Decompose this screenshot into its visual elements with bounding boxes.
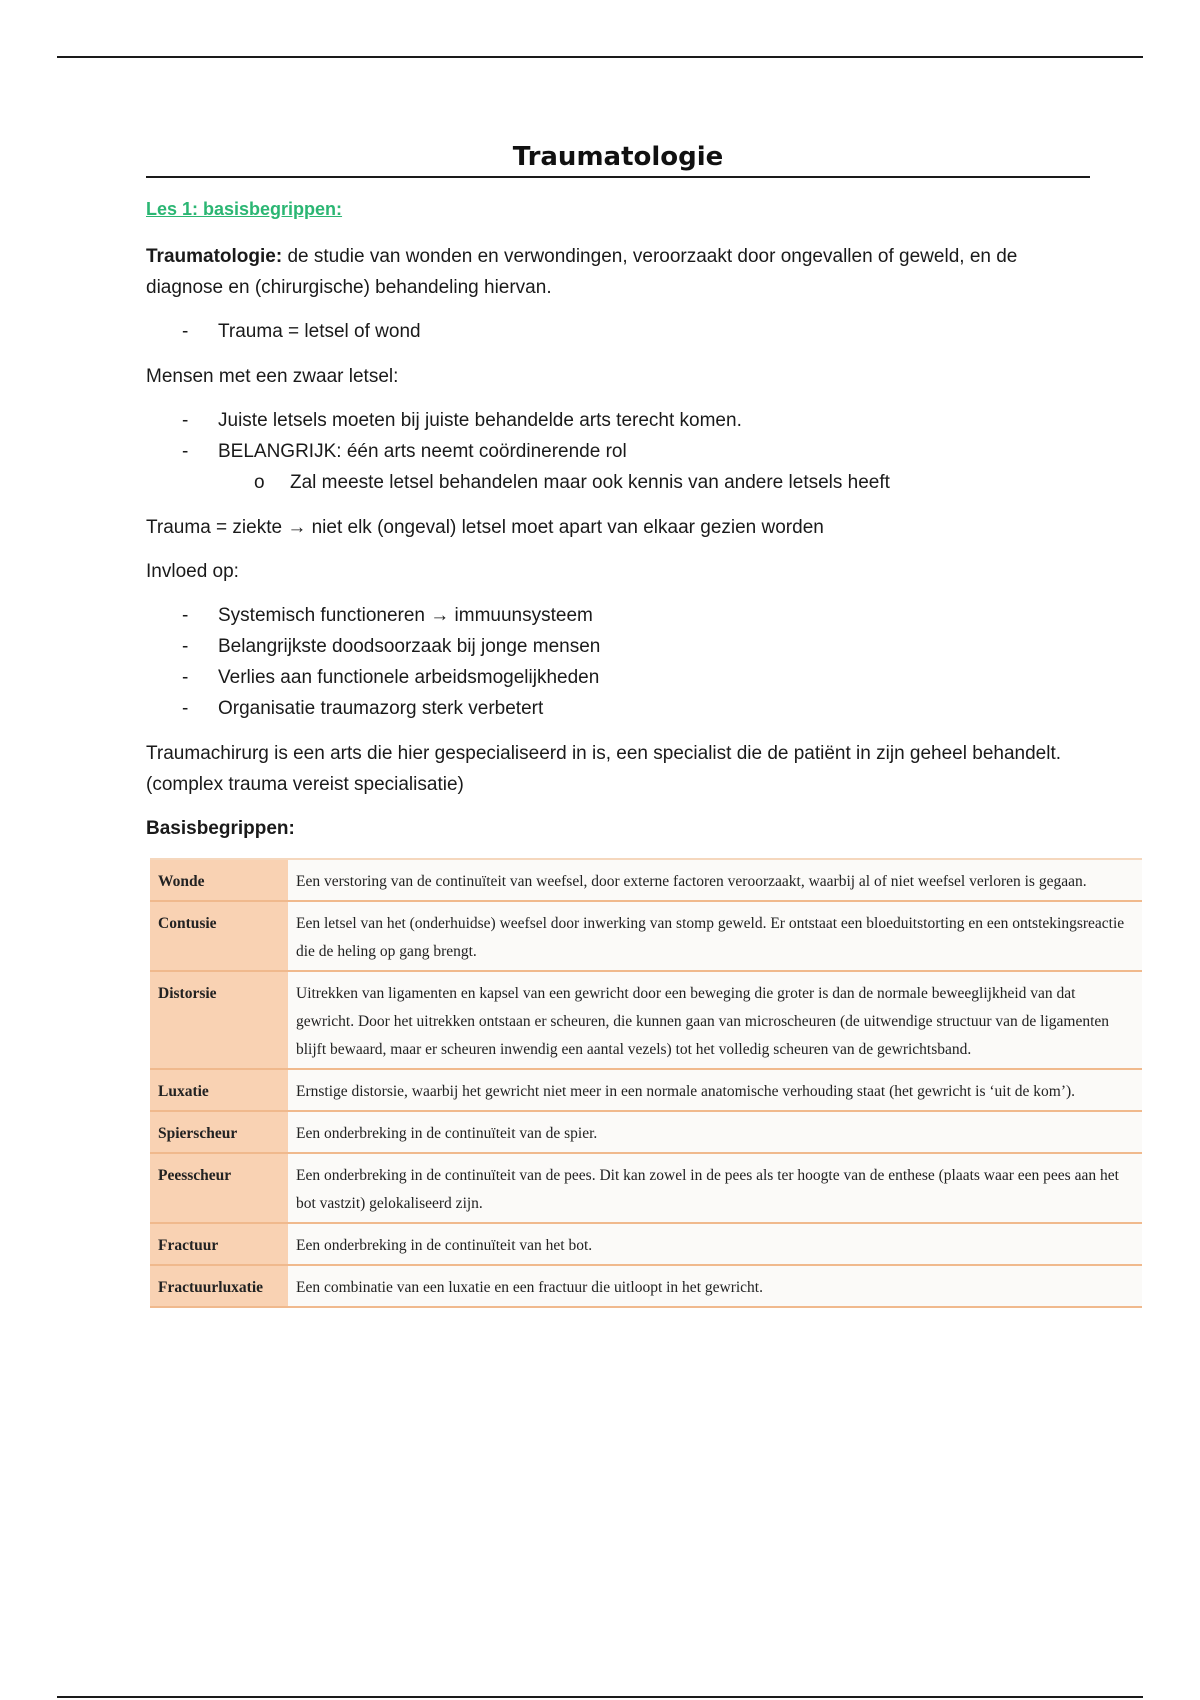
term-cell: Wonde	[150, 859, 288, 901]
document-title: Traumatologie	[146, 140, 1090, 178]
dash-bullet: -	[182, 605, 189, 626]
list-item	[146, 662, 1090, 693]
list-item	[146, 316, 1090, 347]
list-item-text: Belangrijkste doodsoorzaak bij jonge mensen	[218, 636, 601, 657]
lesson-heading: Les 1: basisbegrippen:	[146, 199, 343, 219]
intro-term: Traumatologie:	[146, 246, 283, 267]
definition-cell: Een onderbreking in de continuïteit van het bot.	[288, 1223, 1142, 1265]
list-item-text: BELANGRIJK: één arts neemt coördinerende rol	[218, 441, 627, 462]
definition-cell: Ernstige distorsie, waarbij het gewricht niet meer in een normale anatomische verhouding staat (het gewricht is ‘uit de kom’).	[288, 1069, 1142, 1111]
term-cell: Fractuurluxatie	[150, 1265, 288, 1307]
list-item-text: Trauma = letsel of wond	[218, 321, 421, 342]
traumachirurg-paragraph: Traumachirurg is een arts die hier gespecialiseerd in is, een specialist die de patiënt in zijn geheel behandelt. (complex trauma vereist specialisatie)	[146, 743, 1061, 795]
basisbegrippen-heading	[146, 813, 1090, 844]
list-item	[146, 693, 1090, 724]
invloed-list	[146, 600, 1090, 724]
definition-cell: Een letsel van het (onderhuidse) weefsel door inwerking van stomp geweld. Er ontstaat een bloeduitstorting en een ontstekingsreactie die de heling op gang brengt.	[288, 901, 1142, 971]
sub-list-item	[146, 467, 1090, 498]
term-cell: Luxatie	[150, 1069, 288, 1111]
zwaar-letsel-list	[146, 405, 1090, 498]
list-item	[146, 600, 1090, 631]
dash-bullet: -	[182, 698, 189, 719]
coordinating-sublist	[146, 467, 1090, 498]
term-cell: Distorsie	[150, 971, 288, 1069]
definitions-table	[150, 858, 1142, 1308]
table-row	[150, 1111, 1142, 1153]
dash-bullet: -	[182, 321, 189, 342]
dash-bullet: -	[182, 441, 189, 462]
term-cell: Spierscheur	[150, 1111, 288, 1153]
table-row	[150, 1265, 1142, 1307]
dash-bullet: -	[182, 667, 189, 688]
table-row	[150, 1223, 1142, 1265]
sub-list-item-text: Zal meeste letsel behandelen maar ook kennis van andere letsels heeft	[290, 472, 890, 493]
term-cell: Contusie	[150, 901, 288, 971]
document-body	[146, 140, 1125, 1308]
list-item	[146, 436, 1090, 467]
dash-bullet: -	[182, 410, 189, 431]
table-row	[150, 901, 1142, 971]
trauma-list	[146, 316, 1090, 347]
sub-list-wrapper	[146, 467, 1090, 498]
zwaar-letsel-paragraph: Mensen met een zwaar letsel:	[146, 366, 399, 387]
list-item	[146, 405, 1090, 436]
dash-bullet: -	[182, 636, 189, 657]
intro-text: de studie van wonden en verwondingen, veroorzaakt door ongevallen of geweld, en de diagnose en (chirurgische) behandeling hiervan.	[146, 246, 1018, 298]
intro-paragraph	[146, 241, 1090, 303]
page-top-rule	[57, 56, 1143, 58]
invloed-paragraph: Invloed op:	[146, 561, 239, 582]
list-item-text: Verlies aan functionele arbeidsmogelijkheden	[218, 667, 600, 688]
page-bottom-rule	[57, 1696, 1143, 1698]
table-row	[150, 971, 1142, 1069]
list-item-text: Organisatie traumazorg sterk verbetert	[218, 698, 544, 719]
list-item-text: Systemisch functioneren → immuunsysteem	[218, 605, 593, 626]
circle-bullet: o	[254, 472, 265, 493]
basisbegrippen-heading-text: Basisbegrippen:	[146, 818, 295, 839]
definition-cell: Een onderbreking in de continuïteit van de pees. Dit kan zowel in de pees als ter hoogte van de enthese (plaats waar een pees aan het bot vastzit) gelokaliseerd zijn.	[288, 1153, 1142, 1223]
list-item-text: Juiste letsels moeten bij juiste behandelde arts terecht komen.	[218, 410, 742, 431]
definition-cell: Een combinatie van een luxatie en een fractuur die uitloopt in het gewricht.	[288, 1265, 1142, 1307]
definition-cell: Een onderbreking in de continuïteit van de spier.	[288, 1111, 1142, 1153]
trauma-ziekte-paragraph: Trauma = ziekte → niet elk (ongeval) letsel moet apart van elkaar gezien worden	[146, 517, 824, 538]
table-row	[150, 1069, 1142, 1111]
table-row	[150, 1153, 1142, 1223]
table-row	[150, 859, 1142, 901]
list-item	[146, 631, 1090, 662]
definition-cell: Uitrekken van ligamenten en kapsel van een gewricht door een beweging die groter is dan de normale beweeglijkheid van dat gewricht. Door het uitrekken ontstaan er scheuren, die kunnen gaan van microscheuren (de uitwendige structuur van de ligamenten blijft bewaard, maar er scheuren inwendig een aantal vezels) tot het volledig scheuren van de gewrichtsband.	[288, 971, 1142, 1069]
term-cell: Fractuur	[150, 1223, 288, 1265]
definition-cell: Een verstoring van de continuïteit van weefsel, door externe factoren veroorzaakt, waarbij al of niet weefsel verloren is gegaan.	[288, 859, 1142, 901]
term-cell: Peesscheur	[150, 1153, 288, 1223]
